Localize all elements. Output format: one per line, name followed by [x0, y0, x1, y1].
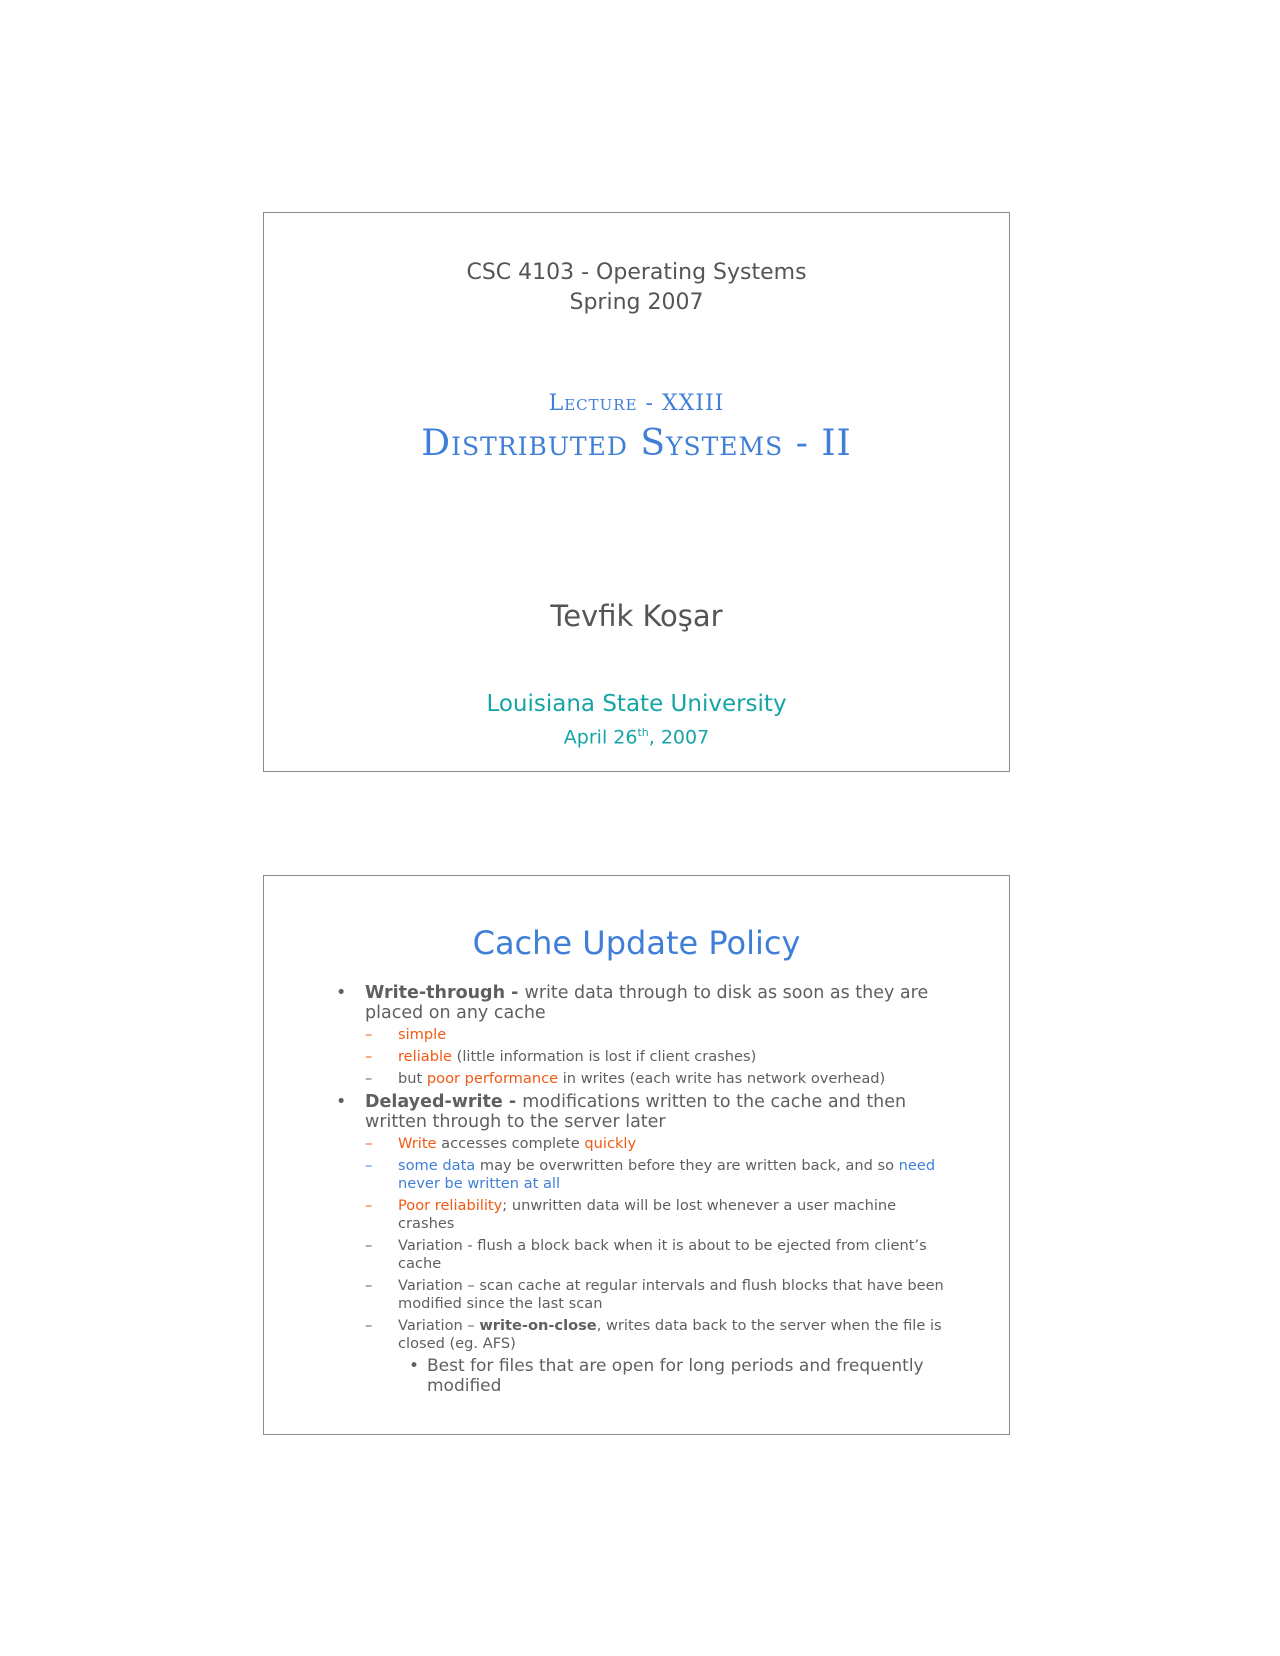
highlight-text: some data [398, 1157, 476, 1174]
sub-bullet-text: , writes data back to the server when the file is closed (eg. AFS) [398, 1317, 942, 1352]
sub-bullet-text: Variation - flush a block back when it is about to be ejected from client’s cache [398, 1237, 927, 1272]
bullet-separator: - [505, 983, 525, 1003]
dash-mark: – [365, 1157, 373, 1174]
author-name: Tevfik Koşar [550, 599, 723, 633]
sub-bullet-text: (little information is lost if client crashes) [452, 1048, 757, 1065]
sub-sub-bullet-list [398, 1356, 946, 1396]
bullet-text: write data through to disk as soon as they are placed on any cache [365, 983, 929, 1023]
bullet-delayed-write [336, 1092, 946, 1396]
highlight-text: poor performance [426, 1070, 559, 1087]
bullet-mark: • [409, 1356, 420, 1376]
highlight-text: Poor reliability [398, 1197, 503, 1214]
bullet-text: modifications written to the cache and then written through to the server later [365, 1092, 907, 1132]
bullet-separator: - [502, 1092, 523, 1112]
sub-bullet [365, 1026, 946, 1044]
sub-bullet [365, 1048, 946, 1066]
sub-bullet-list [365, 1026, 946, 1088]
highlight-text: Write [398, 1135, 437, 1152]
course-term: Spring 2007 [569, 290, 704, 315]
bullet-write-through [336, 983, 946, 1088]
bullet-term: Write-through [365, 983, 506, 1003]
sub-bullet [365, 1317, 946, 1396]
sub-bullet [365, 1277, 946, 1313]
highlight-text: reliable [398, 1048, 453, 1065]
dash-mark: – [365, 1135, 373, 1152]
date-suffix: , 2007 [648, 726, 710, 749]
sub-bullet-list [365, 1135, 946, 1396]
sub-bullet-text: Variation – scan cache at regular intervals and flush blocks that have been modified since the last scan [398, 1277, 944, 1312]
bullet-list [336, 981, 946, 1400]
sub-bullet-text: accesses complete [436, 1135, 585, 1152]
date-prefix: April 26 [563, 726, 638, 749]
title-slide [263, 212, 1010, 772]
dash-mark: – [365, 1317, 373, 1334]
university-name: Louisiana State University [486, 691, 787, 717]
dash-mark: – [365, 1070, 373, 1087]
lecture-title: Distributed Systems - II [421, 423, 852, 464]
sub-bullet-text: Variation – [398, 1317, 480, 1334]
sub-bullet-text: may be overwritten before they are written back, and so [475, 1157, 899, 1174]
sub-bullet [365, 1070, 946, 1088]
dash-mark: – [365, 1026, 373, 1043]
sub-sub-bullet [398, 1356, 946, 1396]
sub-sub-bullet-text: Best for files that are open for long periods and frequently modified [427, 1356, 924, 1396]
slide-title: Cache Update Policy [472, 924, 801, 962]
bullet-term: Delayed-write [365, 1092, 503, 1112]
dash-mark: – [365, 1277, 373, 1294]
dash-mark: – [365, 1197, 373, 1214]
bullet-mark: • [336, 983, 347, 1003]
sub-bullet [365, 1237, 946, 1273]
bullet-mark: • [336, 1092, 347, 1112]
content-slide [263, 875, 1010, 1435]
highlight-text: quickly [584, 1135, 637, 1152]
date-ordinal: th [637, 726, 649, 739]
highlight-text: simple [398, 1026, 447, 1043]
sub-bullet-text: but [398, 1070, 427, 1087]
bold-term: write-on-close [479, 1317, 597, 1334]
dash-mark: – [365, 1048, 373, 1065]
sub-bullet [365, 1197, 946, 1233]
sub-bullet-text: in writes (each write has network overhead) [558, 1070, 886, 1087]
course-name: CSC 4103 - Operating Systems [466, 260, 807, 285]
sub-bullet [365, 1135, 946, 1153]
dash-mark: – [365, 1237, 373, 1254]
sub-bullet [365, 1157, 946, 1193]
course-heading [264, 258, 1009, 318]
lecture-number: Lecture - XXIII [548, 391, 725, 416]
sub-bullet-text: ; unwritten data will be lost whenever a user machine crashes [398, 1197, 897, 1232]
lecture-date [264, 726, 1009, 748]
highlight-text: need never be written at all [398, 1157, 936, 1192]
